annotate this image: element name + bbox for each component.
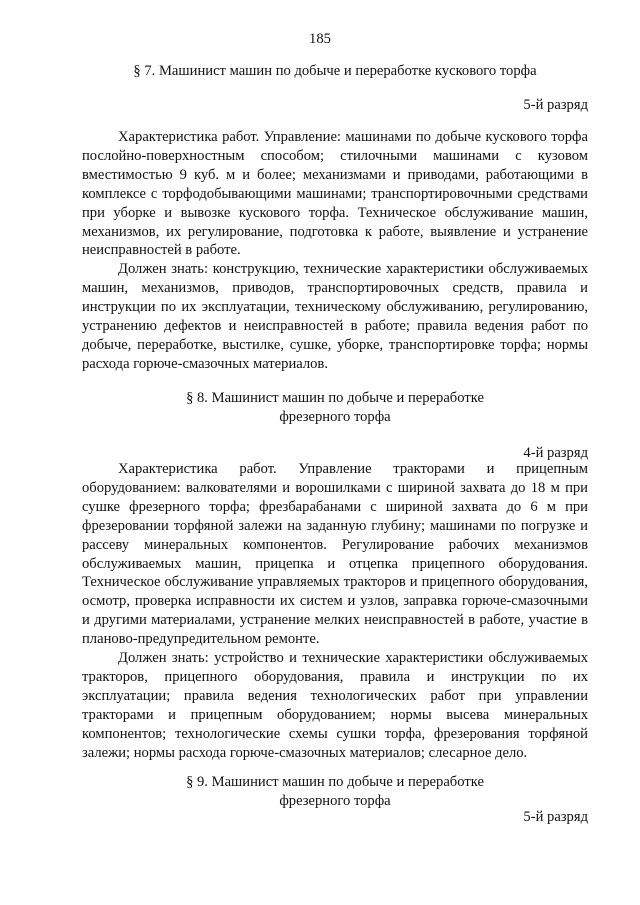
section-8-required-knowledge: Должен знать: устройство и технические характеристики обслуживаемых тракторов, прицепного оборудования, правила и инструкции по их эксплуатации; правила ведения технологических работ при управлении тракторами и прицепным оборудованием; нормы высева минеральных компонентов; технологические схемы сушки торфа, фрезерования торфяной залежи; нормы расхода горюче-смазочных материалов; слесарное дело. xyxy=(82,650,588,761)
section-7-grade-block xyxy=(82,96,588,115)
section-7-heading-block xyxy=(82,62,588,81)
page-number: 185 xyxy=(309,31,331,47)
section-7-required-knowledge: Должен знать: конструкцию, технические характеристики обслуживаемых машин, механизмов, приводов, транспортировочных средств, правила и инструкции по их эксплуатации, техническому обслуживанию, регулированию, устранению дефектов и неисправностей в работе; правила ведения работ по добыче, переработке, выстилке, сушке, уборке, транспортировке торфа; нормы расхода горюче-смазочных материалов. xyxy=(82,261,588,372)
section-8-body xyxy=(82,460,588,763)
section-8-heading-line2: фрезерного торфа xyxy=(279,408,391,425)
section-7-grade: 5-й разряд xyxy=(523,97,588,113)
section-9-grade-block xyxy=(82,808,588,827)
section-8-heading-block xyxy=(82,389,588,427)
section-8-grade: 4-й разряд xyxy=(523,445,588,461)
section-9-heading-block xyxy=(82,773,588,811)
section-8-work-characteristics: Характеристика работ. Управление тракторами и прицепным оборудованием: валкователями и ворошилками с шириной захвата до 18 м при сушке фрезерного торфа; фрезбарабанами с шириной захвата до 6 м при фрезеровании торфяной залежи на заданную глубину; машинами по погрузке и рассеву минеральных компонентов. Регулирование рабочих механизмов обслуживаемых машин, прицепка и отцепка прицепного оборудования. Техническое обслуживание управляемых тракторов и прицепного оборудования, осмотр, проверка исправности их систем и узлов, заправка горюче-смазочными и другими материалами, устранение мелких неисправностей в работе, участие в планово-предупредительном ремонте. xyxy=(82,461,588,648)
section-9-heading-line2: фрезерного торфа xyxy=(279,792,391,809)
section-7-heading: § 7. Машинист машин по добыче и переработке кускового торфа xyxy=(133,63,537,79)
section-9-grade: 5-й разряд xyxy=(523,809,588,825)
section-7-body xyxy=(82,128,588,374)
section-7-work-characteristics: Характеристика работ. Управление: машинами по добыче кускового торфа послойно-поверхностным способом; стилочными машинами с кузовом вместимостью 9 куб. м и более; механизмами и приводами, работающими в комплексе с торфодобывающими машинами; транспортировочными средствами при уборке и вывозке кускового торфа. Техническое обслуживание машин, механизмов, их регулирование, подготовка к работе, выявление и устранение неисправностей в работе. xyxy=(82,129,588,259)
section-8-heading-line1: § 8. Машинист машин по добыче и переработке xyxy=(186,390,484,406)
section-9-heading-line1: § 9. Машинист машин по добыче и переработке xyxy=(186,774,484,790)
